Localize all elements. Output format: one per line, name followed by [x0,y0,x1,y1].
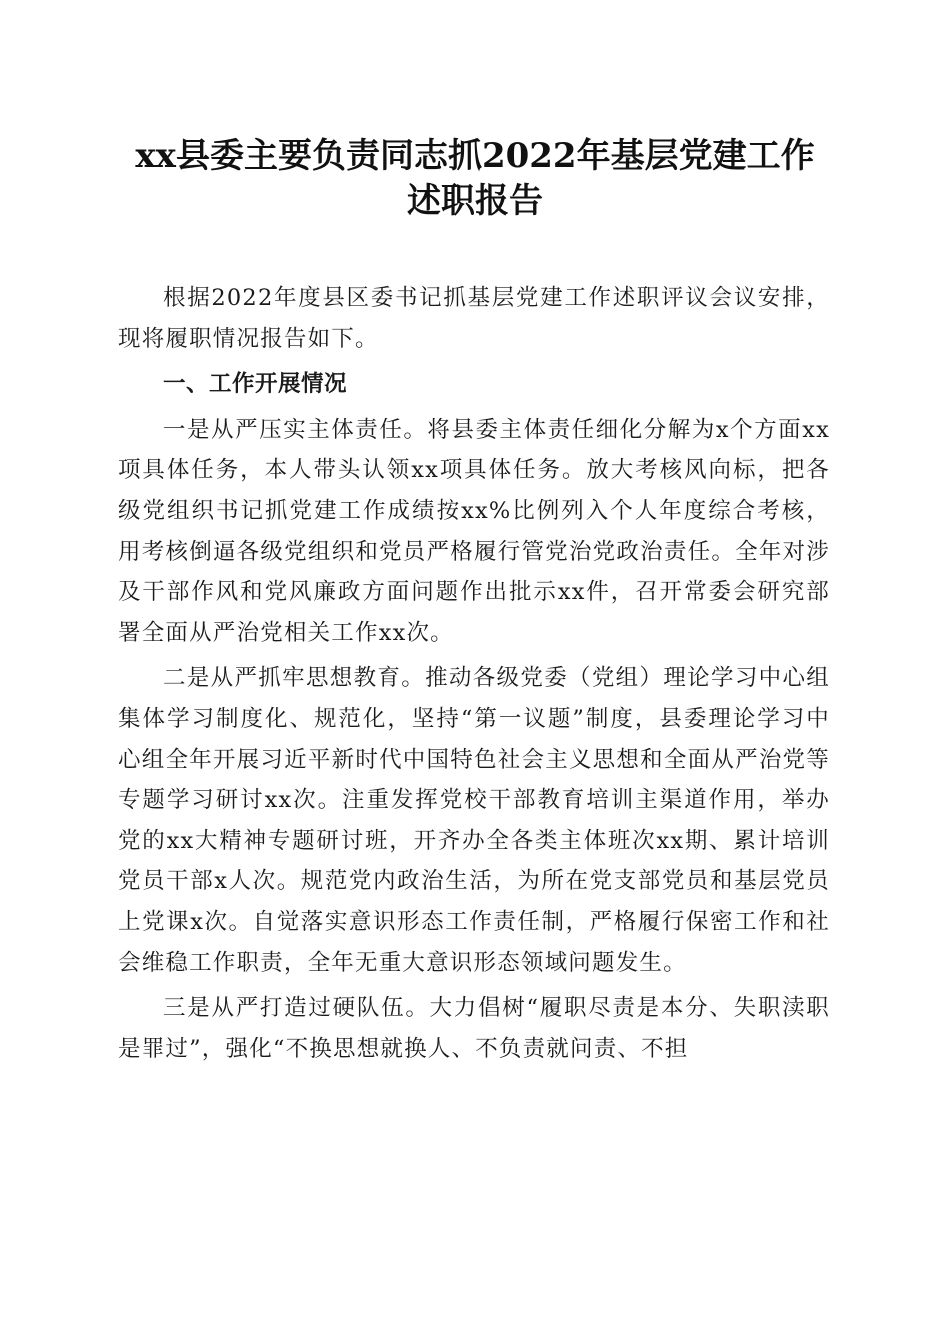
title-line-1: xx县委主要负责同志抓2022年基层党建工作 [135,136,815,176]
document-title [100,134,850,224]
intro-paragraph: 根据2022年度县区委书记抓基层党建工作述职评议会议安排，现将履职情况报告如下。 [118,285,830,352]
body-paragraph: 二是从严抓牢思想教育。推动各级党委（党组）理论学习中心组集体学习制度化、规范化，坚持“第一议题”制度，县委理论学习中心组全年开展习近平新时代中国特色社会主义思想和全面从严治党等专题学习研讨xx次。注重发挥党校干部教育培训主渠道作用，举办党的xx大精神专题研讨班，开齐办全各类主体班次xx期、累计培训党员干部x人次。规范党内政治生活，为所在党支部党员和基层党员上党课x次。自觉落实意识形态工作责任制，严格履行保密工作和社会维稳工作职责，全年无重大意识形态领域问题发生。 [118,665,830,976]
document-body [118,278,830,1069]
body-paragraph: 一是从严压实主体责任。将县委主体责任细化分解为x个方面xx项具体任务，本人带头认领xx项具体任务。放大考核风向标，把各级党组织书记抓党建工作成绩按xx%比例列入个人年度综合考核，用考核倒逼各级党组织和党员严格履行管党治党政治责任。全年对涉及干部作风和党风廉政方面问题作出批示xx件，召开常委会研究部署全面从严治党相关工作xx次。 [118,416,830,646]
title-line-2: 述职报告 [407,181,543,221]
section-heading: 一、工作开展情况 [163,371,348,398]
body-paragraph: 三是从严打造过硬队伍。大力倡树“履职尽责是本分、失职渎职是罪过”，强化“不换思想就换人、不负责就问责、不担 [118,995,830,1062]
